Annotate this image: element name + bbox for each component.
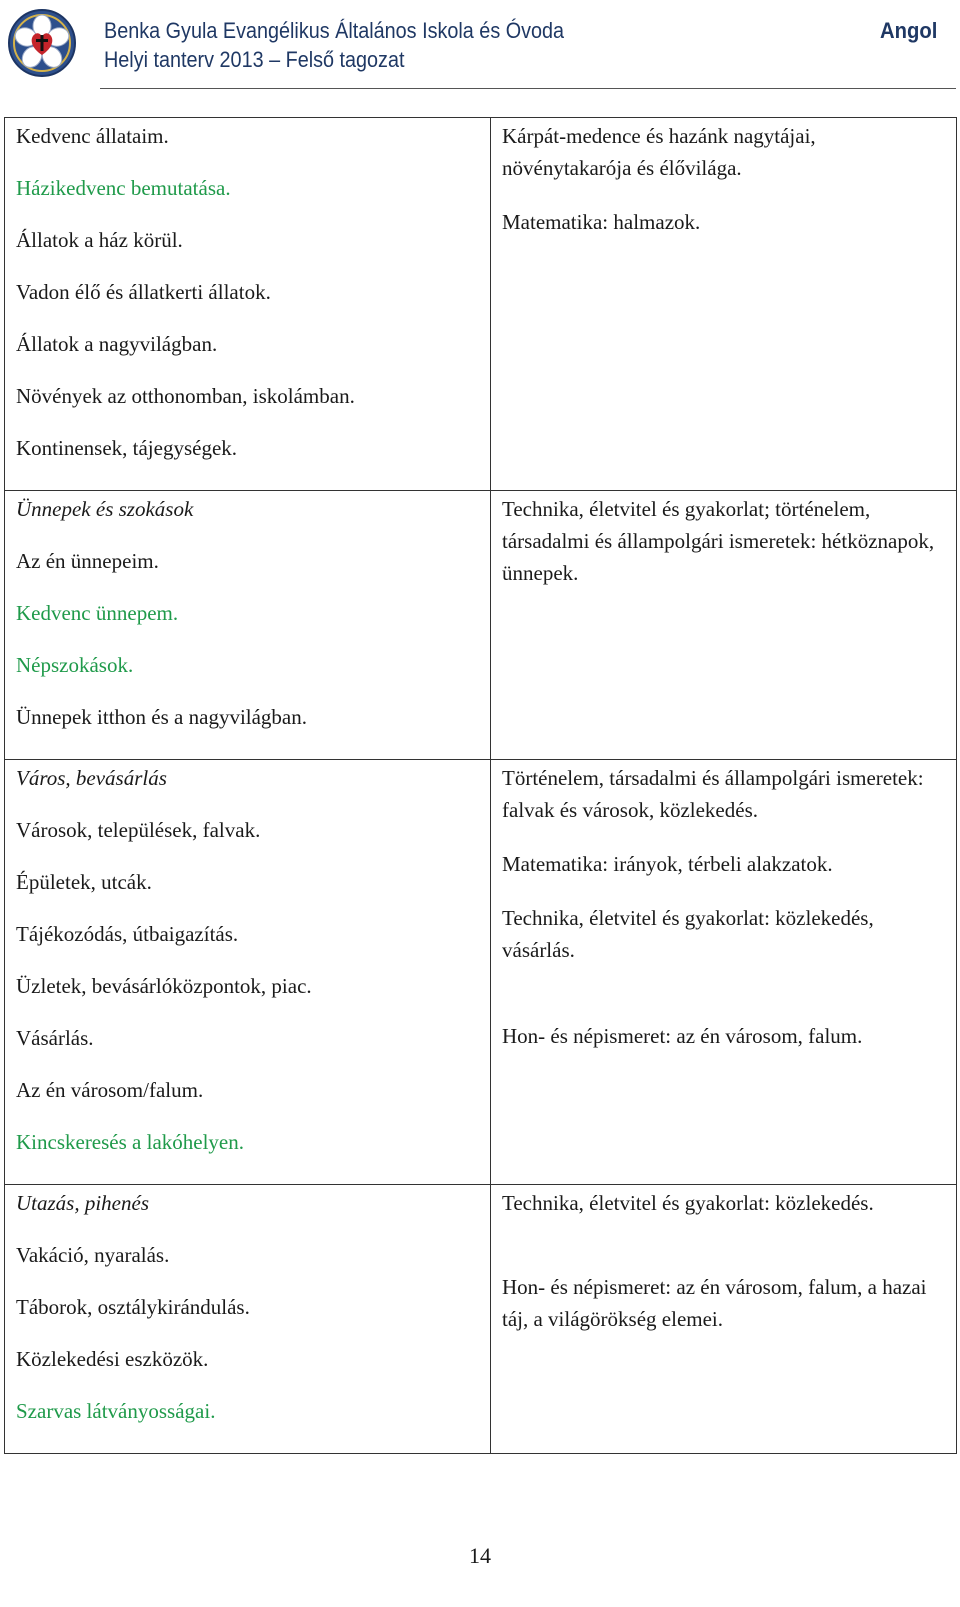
topic-item: Vakáció, nyaralás.: [16, 1243, 170, 1267]
topic-heading: Utazás, pihenés: [16, 1191, 149, 1215]
topic-item: Épületek, utcák.: [16, 870, 152, 894]
topic-item: Városok, települések, falvak.: [16, 818, 261, 842]
topic-item: Állatok a ház körül.: [16, 228, 183, 252]
cross-curricular-note: Történelem, társadalmi és állampolgári ismeretek: falvak és városok, közlekedés.: [502, 766, 924, 822]
topics-table: [4, 117, 957, 1454]
topic-item: Szarvas látványosságai.: [16, 1399, 216, 1423]
topic-item: Ünnepek itthon és a nagyvilágban.: [16, 705, 308, 729]
luther-rose-logo-icon: [7, 8, 77, 78]
topic-item: Népszokások.: [16, 653, 134, 677]
page-number: 14: [469, 1543, 491, 1568]
cross-curricular-note: Technika, életvitel és gyakorlat; történelem, társadalmi és állampolgári ismeretek: hétköznapok, ünnepek.: [502, 497, 935, 585]
topic-item: Tájékozódás, útbaigazítás.: [16, 922, 239, 946]
topic-item: Üzletek, bevásárlóközpontok, piac.: [16, 974, 312, 998]
cross-curricular-note: Kárpát-medence és hazánk nagytájai, növénytakarója és élővilága.: [502, 124, 816, 180]
page-header: [0, 0, 960, 92]
topic-item: Házikedvenc bemutatása.: [16, 176, 231, 200]
topic-item: Vásárlás.: [16, 1026, 94, 1050]
table-row: [5, 491, 957, 760]
cross-curricular-cell: [491, 760, 957, 1185]
topic-heading: Város, bevásárlás: [16, 766, 167, 790]
topic-item: Az én városom/falum.: [16, 1078, 204, 1102]
table-row: [5, 760, 957, 1185]
cross-curricular-note: Matematika: halmazok.: [502, 210, 701, 234]
table-row: [5, 118, 957, 491]
topic-item: Kedvenc állataim.: [16, 124, 169, 148]
header-divider: [100, 88, 956, 89]
topic-cell: [5, 491, 491, 760]
topic-item: Táborok, osztálykirándulás.: [16, 1295, 250, 1319]
curriculum-title: Helyi tanterv 2013 – Felső tagozat: [104, 47, 405, 72]
topic-cell: [5, 760, 491, 1185]
topic-item: Kedvenc ünnepem.: [16, 601, 179, 625]
table-row: [5, 1185, 957, 1454]
cross-curricular-note: Matematika: irányok, térbeli alakzatok.: [502, 852, 833, 876]
topic-item: Kontinensek, tájegységek.: [16, 436, 238, 460]
topic-item: Vadon élő és állatkerti állatok.: [16, 280, 271, 304]
cross-curricular-cell: [491, 1185, 957, 1454]
topic-item: Kincskeresés a lakóhelyen.: [16, 1130, 244, 1154]
topic-cell: [5, 1185, 491, 1454]
school-name: Benka Gyula Evangélikus Általános Iskola és Óvoda: [104, 18, 565, 43]
cross-curricular-cell: [491, 118, 957, 491]
topic-item: Közlekedési eszközök.: [16, 1347, 209, 1371]
topic-item: Növények az otthonomban, iskolámban.: [16, 384, 355, 408]
topic-item: Az én ünnepeim.: [16, 549, 159, 573]
cross-curricular-note: Hon- és népismeret: az én városom, falum.: [502, 1024, 863, 1048]
topic-heading: Ünnepek és szokások: [16, 497, 194, 521]
cross-curricular-note: Technika, életvitel és gyakorlat: közlekedés, vásárlás.: [502, 906, 874, 962]
topic-cell: [5, 118, 491, 491]
cross-curricular-cell: [491, 491, 957, 760]
cross-curricular-note: Technika, életvitel és gyakorlat: közlekedés.: [502, 1191, 874, 1215]
subject-label: Angol: [879, 18, 937, 43]
topic-item: Állatok a nagyvilágban.: [16, 332, 218, 356]
cross-curricular-note: Hon- és népismeret: az én városom, falum, a hazai táj, a világörökség elemei.: [502, 1275, 927, 1331]
